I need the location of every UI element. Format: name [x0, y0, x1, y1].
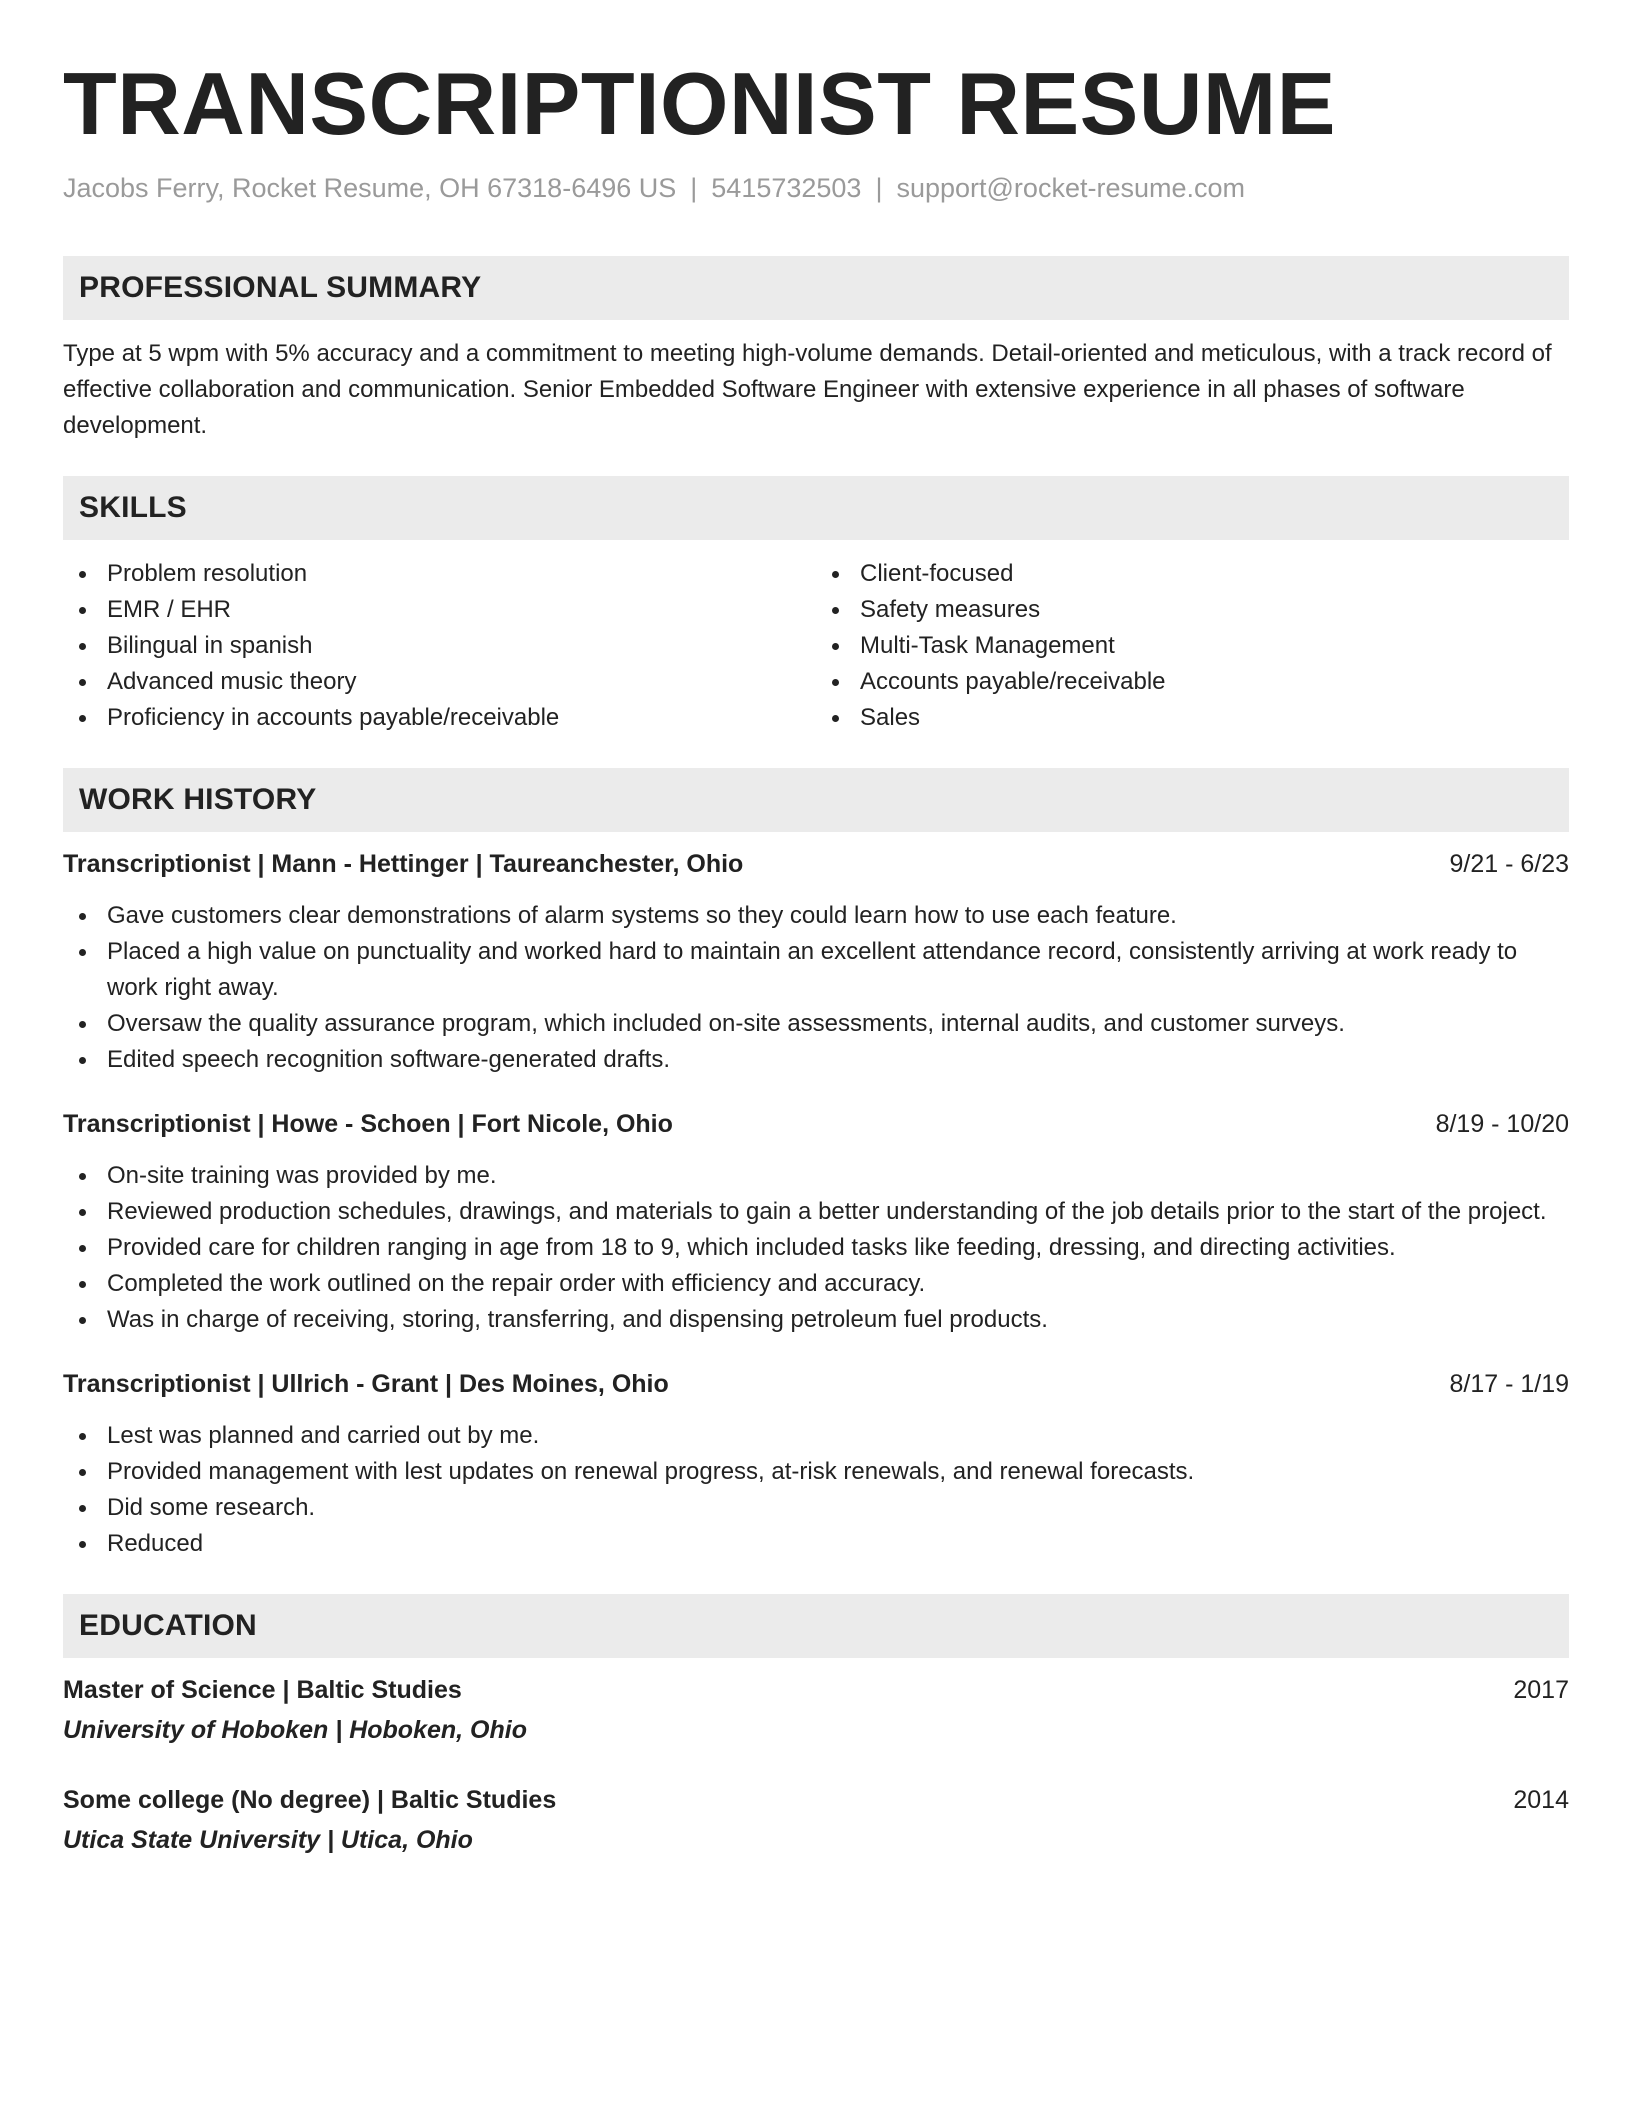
- education-school: University of Hoboken | Hoboken, Ohio: [63, 1716, 527, 1744]
- job-bullet: Did some research.: [63, 1490, 1569, 1526]
- job-dates: 9/21 - 6/23: [1449, 850, 1569, 878]
- education-year: 2017: [1513, 1676, 1569, 1704]
- job-entry: [63, 1366, 1569, 1562]
- job-header: [63, 1106, 1569, 1142]
- job-bullet: Provided management with lest updates on renewal progress, at-risk renewals, and renewal forecasts.: [63, 1454, 1569, 1490]
- job-bullet: Oversaw the quality assurance program, which included on-site assessments, internal audits, and customer surveys.: [63, 1006, 1569, 1042]
- job-dates: 8/17 - 1/19: [1449, 1370, 1569, 1398]
- education-degree: Some college (No degree) | Baltic Studies: [63, 1786, 557, 1814]
- job-bullets: [63, 1418, 1569, 1562]
- job-bullet: Reduced: [63, 1526, 1569, 1562]
- skill-item: Bilingual in spanish: [63, 628, 816, 664]
- job-title: Transcriptionist | Howe - Schoen | Fort Nicole, Ohio: [63, 1110, 673, 1138]
- summary-text: Type at 5 wpm with 5% accuracy and a commitment to meeting high-volume demands. Detail-oriented and meticulous, with a track record of effective collaboration and communication. Senior Embedded Software Engineer with extensive experience in all phases of software development.: [63, 340, 1552, 439]
- resume-title: TRANSCRIPTIONIST RESUME: [63, 54, 1336, 153]
- skill-item: Proficiency in accounts payable/receivable: [63, 700, 816, 736]
- job-title: Transcriptionist | Ullrich - Grant | Des Moines, Ohio: [63, 1370, 669, 1398]
- job-dates: 8/19 - 10/20: [1435, 1110, 1569, 1138]
- skills-column-left: [63, 556, 816, 736]
- job-bullet: On-site training was provided by me.: [63, 1158, 1569, 1194]
- job-bullet: Lest was planned and carried out by me.: [63, 1418, 1569, 1454]
- contact-line: [63, 170, 1569, 206]
- skill-item: Problem resolution: [63, 556, 816, 592]
- skill-item: Multi-Task Management: [816, 628, 1569, 664]
- section-header-summary: PROFESSIONAL SUMMARY: [63, 256, 1569, 320]
- job-bullet: Was in charge of receiving, storing, transferring, and dispensing petroleum fuel products.: [63, 1302, 1569, 1338]
- education-year: 2014: [1513, 1786, 1569, 1814]
- education-header: [63, 1782, 1569, 1818]
- job-bullet: Placed a high value on punctuality and worked hard to maintain an excellent attendance record, consistently arriving at work ready to work right away.: [63, 934, 1569, 1006]
- contact-email: support@rocket-resume.com: [896, 173, 1245, 203]
- job-entry: [63, 846, 1569, 1078]
- contact-separator: |: [690, 173, 698, 203]
- job-header: [63, 1366, 1569, 1402]
- skill-item: EMR / EHR: [63, 592, 816, 628]
- skill-item: Accounts payable/receivable: [816, 664, 1569, 700]
- skill-item: Safety measures: [816, 592, 1569, 628]
- education-entry: [63, 1672, 1569, 1748]
- job-title: Transcriptionist | Mann - Hettinger | Taureanchester, Ohio: [63, 850, 744, 878]
- job-header: [63, 846, 1569, 882]
- skills-column-right: [816, 556, 1569, 736]
- job-bullet: Reviewed production schedules, drawings, and materials to gain a better understanding of the job details prior to the start of the project.: [63, 1194, 1569, 1230]
- education-entry: [63, 1782, 1569, 1858]
- job-bullets: [63, 898, 1569, 1078]
- job-bullet: Edited speech recognition software-generated drafts.: [63, 1042, 1569, 1078]
- skill-item: Client-focused: [816, 556, 1569, 592]
- job-bullets: [63, 1158, 1569, 1338]
- section-header-skills: SKILLS: [63, 476, 1569, 540]
- contact-separator: |: [875, 173, 883, 203]
- job-entry: [63, 1106, 1569, 1338]
- contact-phone: 5415732503: [711, 173, 862, 203]
- skill-item: Sales: [816, 700, 1569, 736]
- education-degree: Master of Science | Baltic Studies: [63, 1676, 462, 1704]
- skill-item: Advanced music theory: [63, 664, 816, 700]
- education-school: Utica State University | Utica, Ohio: [63, 1826, 473, 1854]
- job-bullet: Gave customers clear demonstrations of alarm systems so they could learn how to use each feature.: [63, 898, 1569, 934]
- job-bullet: Completed the work outlined on the repair order with efficiency and accuracy.: [63, 1266, 1569, 1302]
- section-header-work-history: WORK HISTORY: [63, 768, 1569, 832]
- education-header: [63, 1672, 1569, 1708]
- job-bullet: Provided care for children ranging in age from 18 to 9, which included tasks like feeding, dressing, and directing activities.: [63, 1230, 1569, 1266]
- contact-address: Jacobs Ferry, Rocket Resume, OH 67318-6496 US: [63, 173, 677, 203]
- section-header-education: EDUCATION: [63, 1594, 1569, 1658]
- skills-list: [63, 556, 1569, 736]
